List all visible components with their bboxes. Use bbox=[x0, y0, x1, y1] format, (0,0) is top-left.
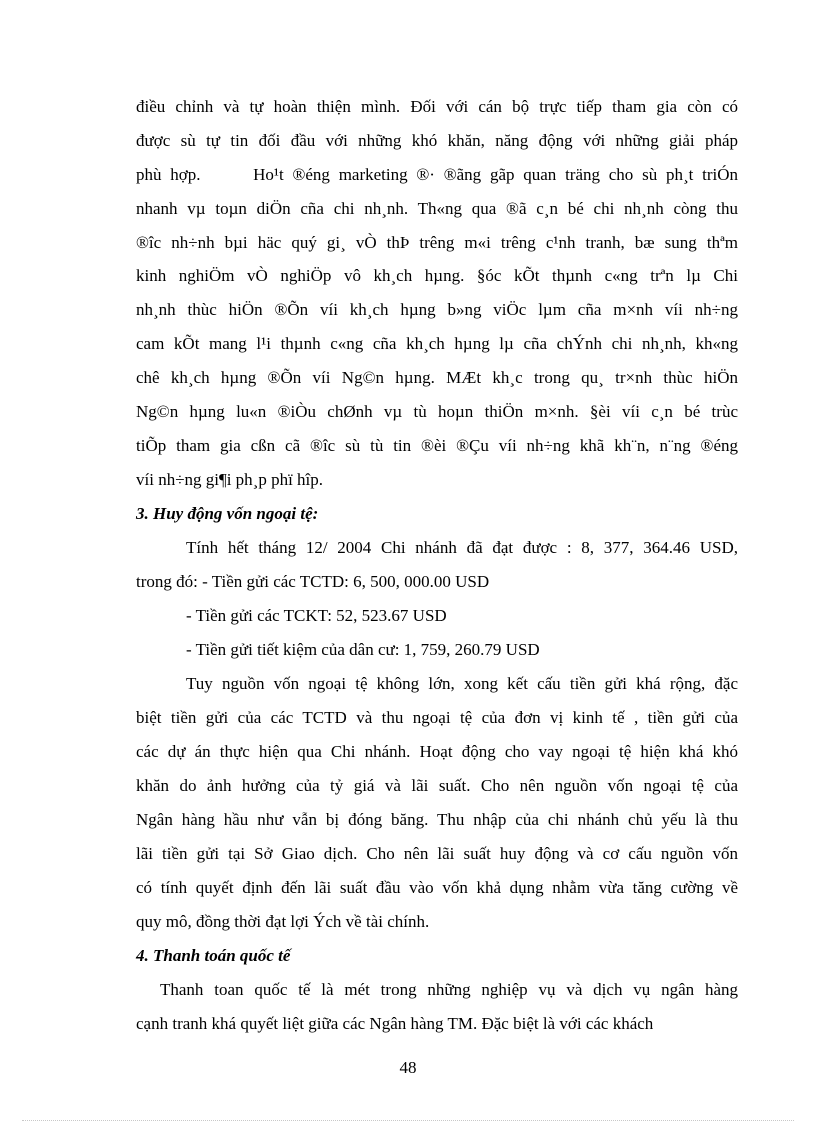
paragraph-line: khăn do ảnh hưởng của tỷ giá và lãi suất. Cho nên nguồn vốn ngoại tệ của bbox=[136, 776, 738, 795]
paragraph-line: Tuy nguồn vốn ngoại tệ không lớn, xong kết cấu tiền gửi khá rộng, đặc bbox=[186, 674, 738, 693]
paragraph-line: Ngân hàng hầu như vẫn bị đóng băng. Thu nhập của chi nhánh chủ yếu là thu bbox=[136, 810, 738, 829]
paragraph-line: điều chỉnh và tự hoàn thiện mình. Đối với cán bộ trực tiếp tham gia còn có bbox=[136, 97, 738, 116]
paragraph-line: lãi tiền gửi tại Sở Giao dịch. Cho nên lãi suất huy động và cơ cấu nguồn vốn bbox=[136, 844, 738, 863]
paragraph-line: quy mô, đồng thời đạt lợi Ých về tài chính. bbox=[136, 912, 430, 931]
section-heading: 4. Thanh toán quốc tế bbox=[136, 946, 291, 965]
paragraph-line: Thanh toan quốc tế là mét trong những nghiệp vụ và dịch vụ ngân hàng bbox=[160, 980, 738, 999]
paragraph-line: các dự án thực hiện qua Chi nhánh. Hoạt động cho vay ngoại tệ hiện khá khó bbox=[136, 742, 738, 761]
paragraph-line: nhanh vµ toµn diÖn cña chi nh¸nh. Th«ng qua ®ã c¸n bé chi nh¸nh còng thu bbox=[136, 199, 738, 218]
paragraph-line: trong đó: - Tiền gửi các TCTD: 6, 500, 000.00 USD bbox=[136, 572, 490, 591]
paragraph-line: chê kh¸ch hµng ®Õn víi Ng©n hµng. MÆt kh¸c trong qu¸ tr×nh thùc hiÖn bbox=[136, 368, 738, 387]
section-heading: 3. Huy động vốn ngoại tệ: bbox=[136, 504, 319, 523]
page-bottom-divider bbox=[22, 1120, 794, 1121]
paragraph-line: cam kÕt mang l¹i thµnh c«ng cña kh¸ch hµng lµ cña chÝnh chi nh¸nh, kh«ng bbox=[136, 334, 738, 353]
paragraph-line: được sù tự tin đối đầu với những khó khăn, năng động với những giải pháp bbox=[136, 131, 738, 150]
list-item: - Tiền gửi các TCKT: 52, 523.67 USD bbox=[186, 606, 447, 625]
paragraph-line: biệt tiền gửi của các TCTD và thu ngoại tệ của đơn vị kinh tế , tiền gửi của bbox=[136, 708, 738, 727]
page-number: 48 bbox=[399, 1058, 417, 1077]
paragraph-line: có tính quyết định đến lãi suất đầu vào vốn khả dụng nhằm vừa tăng cường về bbox=[136, 878, 738, 897]
paragraph-line: nh¸nh thùc hiÖn ®Õn víi kh¸ch hµng b»ng viÖc lµm cña m×nh víi nh÷ng bbox=[136, 300, 738, 319]
paragraph-line: Ng©n hµng lu«n ®iÒu chØnh vµ tù hoµn thiÖn m×nh. §èi víi c¸n bé trùc bbox=[136, 402, 738, 421]
paragraph-line: Tính hết tháng 12/ 2004 Chi nhánh đã đạt được : 8, 377, 364.46 USD, bbox=[186, 538, 738, 557]
paragraph-line: cạnh tranh khá quyết liệt giữa các Ngân hàng TM. Đặc biệt là với các khách bbox=[136, 1014, 654, 1033]
list-item: - Tiền gửi tiết kiệm của dân cư: 1, 759, 260.79 USD bbox=[186, 640, 540, 659]
paragraph-line: tiÕp tham gia cßn cã ®îc sù tù tin ®èi ®Çu víi nh÷ng khã kh¨n, n¨ng ®éng bbox=[136, 436, 738, 455]
paragraph-line: víi nh÷ng gi¶i ph¸p phï hîp. bbox=[136, 470, 324, 489]
paragraph-line: ®îc nh÷nh bµi häc quý gi¸ vÒ thÞ trêng m«i trêng c¹nh tranh, bæ sung thªm bbox=[136, 233, 738, 252]
paragraph-line: phù hợp. Ho¹t ®éng marketing ®· ®ãng gãp quan träng cho sù ph¸t triÓn bbox=[136, 165, 738, 184]
paragraph-line: kinh nghiÖm vÒ nghiÖp vô kh¸ch hµng. §óc kÕt thµnh c«ng trªn lµ Chi bbox=[136, 266, 738, 285]
